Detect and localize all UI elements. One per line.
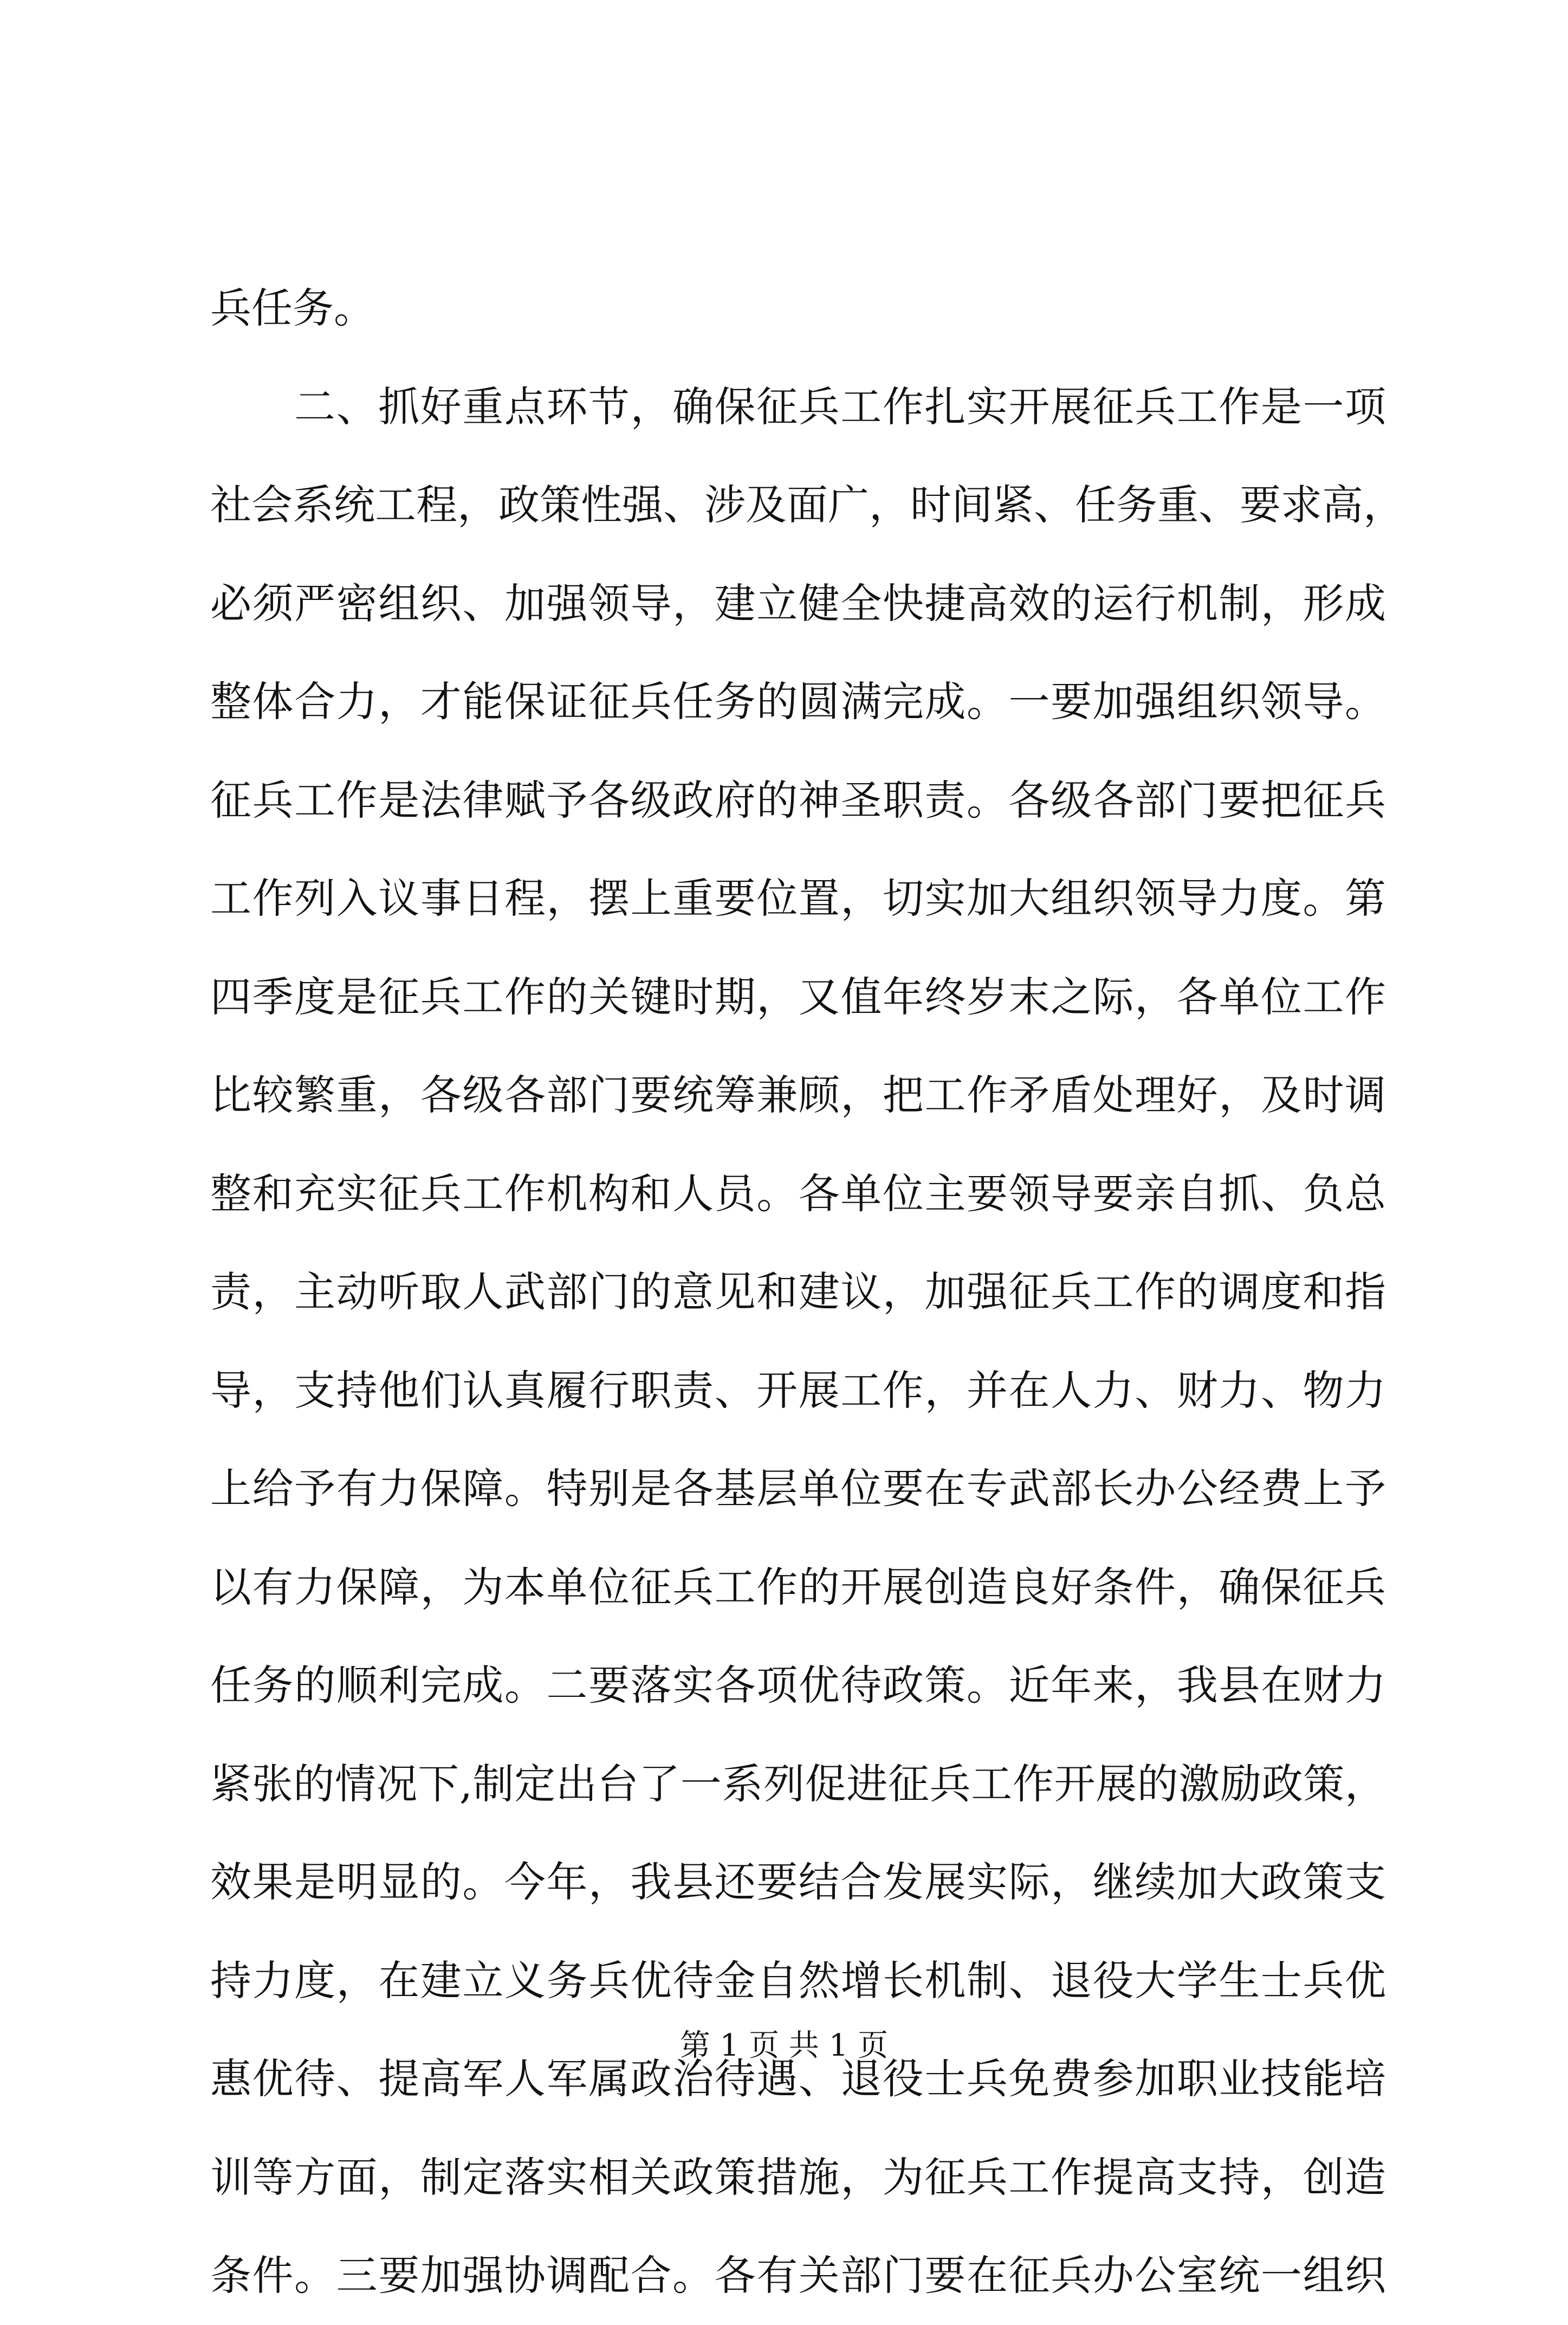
text-line: 征兵工作是法律赋予各级政府的神圣职责。各级各部门要把征兵 bbox=[210, 776, 1386, 824]
text-line: 社会系统工程，政策性强、涉及面广，时间紧、任务重、要求高， bbox=[210, 481, 1404, 529]
text-line: 必须严密组织、加强领导，建立健全快捷高效的运行机制，形成 bbox=[210, 579, 1386, 628]
text-line: 紧张的情况下,制定出台了一系列促进征兵工作开展的激励政策， bbox=[210, 1759, 1386, 1808]
paragraph-first-line: 二、抓好重点环节，确保征兵工作扎实开展征兵工作是一项 bbox=[294, 382, 1386, 431]
text-line: 责，主动听取人武部门的意见和建议，加强征兵工作的调度和指 bbox=[210, 1268, 1386, 1316]
text-line: 导，支持他们认真履行职责、开展工作，并在人力、财力、物力 bbox=[210, 1366, 1386, 1415]
text-line: 工作列入议事日程，摆上重要位置，切实加大组织领导力度。第 bbox=[210, 874, 1386, 922]
text-line: 比较繁重，各级各部门要统筹兼顾，把工作矛盾处理好，及时调 bbox=[210, 1071, 1386, 1119]
document-body bbox=[210, 259, 1404, 2325]
page-number-footer: 第 1 页 共 1 页 bbox=[679, 2028, 889, 2063]
text-line: 四季度是征兵工作的关键时期，又值年终岁末之际，各单位工作 bbox=[210, 972, 1386, 1021]
text-line: 上给予有力保障。特别是各基层单位要在专武部长办公经费上予 bbox=[210, 1464, 1386, 1513]
text-line: 整和充实征兵工作机构和人员。各单位主要领导要亲自抓、负总 bbox=[210, 1169, 1386, 1218]
text-line: 整体合力，才能保证征兵任务的圆满完成。一要加强组织领导。 bbox=[210, 677, 1386, 726]
text-line: 效果是明显的。今年，我县还要结合发展实际，继续加大政策支 bbox=[210, 1858, 1386, 1906]
text-line: 条件。三要加强协调配合。各有关部门要在征兵办公室统一组织 bbox=[210, 2251, 1386, 2300]
text-line: 以有力保障，为本单位征兵工作的开展创造良好条件，确保征兵 bbox=[210, 1562, 1386, 1611]
text-line: 持力度，在建立义务兵优待金自然增长机制、退役大学生士兵优 bbox=[210, 1956, 1386, 2005]
text-line: 兵任务。 bbox=[210, 284, 375, 332]
text-line: 惠优待、提高军人军属政治待遇、退役士兵免费参加职业技能培 bbox=[210, 2055, 1386, 2103]
text-line: 训等方面，制定落实相关政策措施，为征兵工作提高支持，创造 bbox=[210, 2153, 1386, 2201]
text-line: 任务的顺利完成。二要落实各项优待政策。近年来，我县在财力 bbox=[210, 1661, 1386, 1709]
